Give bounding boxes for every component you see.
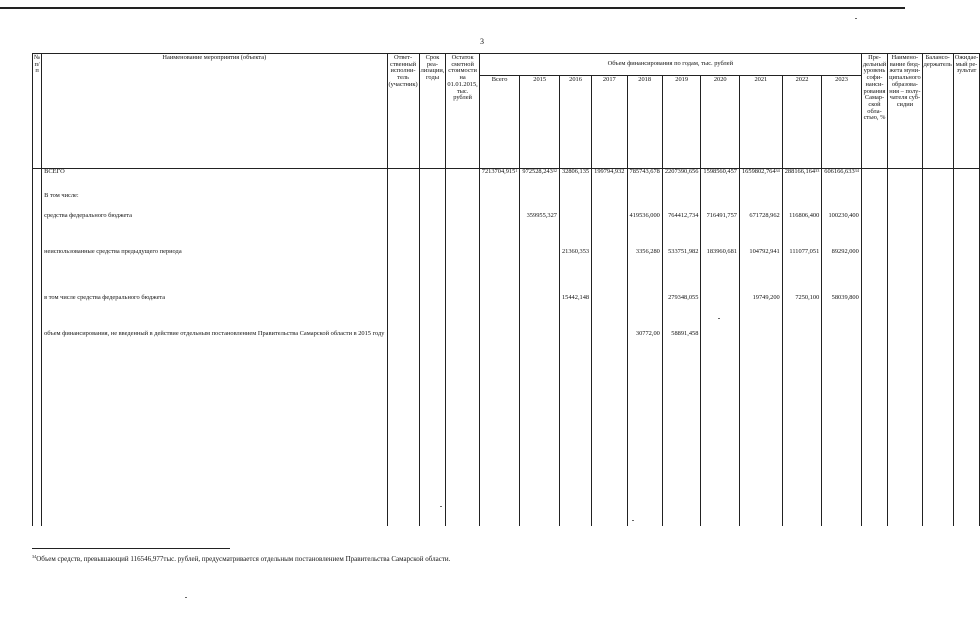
cell-year-value	[559, 169, 591, 193]
empty-cell	[387, 403, 419, 526]
cell-result	[953, 213, 980, 249]
cell-name: В том числе:	[42, 193, 387, 213]
header-total: Всего	[479, 76, 520, 169]
page-number: 3	[480, 37, 484, 46]
scan-speck	[718, 318, 720, 319]
cell-year-value	[701, 295, 740, 331]
cell-year-value	[520, 213, 560, 249]
header-budget-name: Наименование бюджета муниципального образования – получателя субсидии	[888, 54, 923, 169]
cell-year-value	[739, 295, 782, 331]
cell-holder	[922, 193, 953, 213]
cell-result	[953, 193, 980, 213]
cell-value: 2207390,656	[664, 168, 699, 175]
cell-value: 32806,135	[561, 168, 590, 175]
cell-value: 671728,962	[749, 211, 780, 219]
cell-year-value	[627, 331, 662, 403]
cell-year-value	[822, 169, 862, 193]
cell-term	[419, 249, 446, 295]
cell-name: средства федерального бюджета	[42, 213, 387, 249]
cell-value: 100230,400	[828, 211, 859, 219]
cell-term	[419, 169, 446, 193]
cell-year-value	[559, 213, 591, 249]
empty-cell	[520, 403, 560, 526]
cell-budget-name	[888, 249, 923, 295]
header-result: Ожидаемый результат	[953, 54, 980, 169]
cell-value: 716491,757	[706, 211, 737, 219]
cell-year-value	[592, 169, 627, 193]
cell-year-value	[822, 213, 862, 249]
empty-cell	[42, 403, 387, 526]
header-year: 2022	[782, 76, 822, 169]
cell-value: 606166,633	[824, 168, 855, 175]
cell-limit	[861, 249, 887, 295]
cell-year-value	[592, 193, 627, 213]
footnote-ref: 33	[815, 168, 820, 173]
header-year: 2017	[592, 76, 627, 169]
footnote	[32, 555, 450, 563]
cell-year-value	[782, 169, 822, 193]
cell-year-value	[662, 295, 701, 331]
top-border-line	[0, 7, 905, 9]
cell-name: ВСЕГО	[42, 169, 387, 193]
cell-year-value	[627, 193, 662, 213]
cell-year-value	[701, 331, 740, 403]
cell-value: 58891,458	[671, 329, 699, 337]
cell-holder	[922, 169, 953, 193]
cell-year-value	[739, 331, 782, 403]
cell-responsible	[387, 193, 419, 213]
cell-number	[33, 169, 42, 193]
scan-speck	[440, 506, 442, 507]
cell-year-value	[822, 331, 862, 403]
cell-year-value	[701, 193, 740, 213]
cell-name: объем финансирования, не введенный в действие отдельным постановлением Правительства Самарской области в 2015 году	[42, 331, 387, 403]
cell-year-value	[559, 249, 591, 295]
header-year: 2019	[662, 76, 701, 169]
cell-result	[953, 169, 980, 193]
empty-cell	[822, 403, 862, 526]
footnote-mark: 34	[32, 554, 37, 559]
empty-cell	[662, 403, 701, 526]
cell-result	[953, 331, 980, 403]
cell-year-value	[662, 331, 701, 403]
header-remainder: Остаток сметной стоимости на 01.01.2015, тыс. рублей	[446, 54, 479, 169]
cell-year-value	[592, 331, 627, 403]
cell-year-value	[520, 169, 560, 193]
cell-name: неиспользованные средства предыдущего периода	[42, 249, 387, 295]
header-name: Наименование мероприятия (объекта)	[42, 54, 387, 169]
header-year: 2021	[739, 76, 782, 169]
header-holder: Балансодержатель	[922, 54, 953, 169]
cell-term	[419, 213, 446, 249]
header-responsible: Ответственный исполнитель (участник)	[387, 54, 419, 169]
cell-year-value	[739, 193, 782, 213]
header-number: № п/п	[33, 54, 42, 169]
cell-year-value	[520, 331, 560, 403]
table-body	[33, 169, 980, 526]
cell-value: 3356,280	[635, 247, 660, 255]
cell-value: 15442,148	[561, 293, 590, 301]
cell-remainder	[446, 331, 479, 403]
cell-holder	[922, 213, 953, 249]
cell-limit	[861, 193, 887, 213]
cell-year-value	[782, 249, 822, 295]
cell-number	[33, 331, 42, 403]
cell-year-value	[701, 169, 740, 193]
cell-holder	[922, 249, 953, 295]
header-year: 2015	[520, 76, 560, 169]
cell-value: 1659802,764	[741, 168, 776, 175]
cell-result	[953, 249, 980, 295]
header-financing-group: Объем финансирования по годам, тыс. рублей	[479, 54, 861, 76]
cell-value: 419536,000	[629, 211, 660, 219]
cell-value: 21360,353	[561, 247, 590, 255]
cell-holder	[922, 295, 953, 331]
cell-year-value	[520, 249, 560, 295]
cell-year-value	[592, 213, 627, 249]
cell-remainder	[446, 213, 479, 249]
empty-cell	[922, 403, 953, 526]
table-row	[33, 249, 980, 295]
cell-remainder	[446, 193, 479, 213]
cell-year-value	[782, 193, 822, 213]
cell-value: 7213704,915	[481, 168, 516, 175]
footnote-separator	[32, 548, 230, 549]
empty-cell	[592, 403, 627, 526]
header-year: 2018	[627, 76, 662, 169]
footnote-ref: 32	[552, 168, 557, 173]
cell-number	[33, 213, 42, 249]
table-row	[33, 331, 980, 403]
cell-year-value	[592, 295, 627, 331]
cell-value: 7250,100	[795, 293, 820, 301]
empty-cell	[446, 403, 479, 526]
empty-cell	[559, 403, 591, 526]
cell-year-value	[662, 249, 701, 295]
cell-number	[33, 193, 42, 213]
header-year: 2023	[822, 76, 862, 169]
cell-year-value	[739, 169, 782, 193]
financing-table	[32, 53, 980, 526]
cell-remainder	[446, 169, 479, 193]
empty-cell	[701, 403, 740, 526]
cell-year-value	[559, 331, 591, 403]
cell-value: 19749,200	[752, 293, 780, 301]
scan-speck	[855, 18, 857, 19]
cell-value: 30772,00	[635, 329, 660, 337]
empty-cell	[953, 403, 980, 526]
cell-budget-name	[888, 193, 923, 213]
table-row	[33, 193, 980, 213]
cell-year-value	[627, 295, 662, 331]
cell-total	[479, 169, 520, 193]
cell-limit	[861, 169, 887, 193]
cell-value: 1598560,457	[703, 168, 737, 175]
cell-year-value	[662, 169, 701, 193]
cell-year-value	[701, 249, 740, 295]
cell-responsible	[387, 213, 419, 249]
cell-year-value	[782, 331, 822, 403]
scan-speck	[632, 520, 634, 521]
cell-value: 58039,800	[831, 293, 859, 301]
empty-cell	[33, 403, 42, 526]
cell-year-value	[592, 249, 627, 295]
cell-holder	[922, 331, 953, 403]
empty-cell	[479, 403, 520, 526]
cell-budget-name	[888, 331, 923, 403]
cell-year-value	[822, 295, 862, 331]
cell-year-value	[520, 193, 560, 213]
cell-total	[479, 249, 520, 295]
cell-value: 288166,164	[784, 168, 816, 175]
cell-value: 89292,000	[831, 247, 859, 255]
cell-year-value	[662, 213, 701, 249]
cell-responsible	[387, 295, 419, 331]
cell-budget-name	[888, 213, 923, 249]
cell-year-value	[559, 193, 591, 213]
cell-remainder	[446, 295, 479, 331]
cell-term	[419, 193, 446, 213]
cell-term	[419, 295, 446, 331]
cell-value: 972528,243	[522, 168, 553, 175]
header-term: Срок реализации, годы	[419, 54, 446, 169]
header-year: 2016	[559, 76, 591, 169]
header-limit: Предельный уровень софинансирования Самарской областью, %	[861, 54, 887, 169]
cell-year-value	[662, 193, 701, 213]
cell-year-value	[782, 213, 822, 249]
cell-year-value	[627, 213, 662, 249]
cell-number	[33, 249, 42, 295]
cell-value: 533751,982	[668, 247, 699, 255]
table-row	[33, 213, 980, 249]
cell-responsible	[387, 169, 419, 193]
cell-total	[479, 213, 520, 249]
table-row	[33, 295, 980, 331]
cell-responsible	[387, 331, 419, 403]
empty-cell	[419, 403, 446, 526]
cell-year-value	[739, 249, 782, 295]
cell-responsible	[387, 249, 419, 295]
cell-value: 764412,734	[668, 211, 699, 219]
cell-value: 359955,327	[526, 211, 557, 219]
footnote-text: Объем средств, превышающий 116546,977тыс. рублей, предусматривается отдельным постановлением Правительства Самарской области.	[36, 555, 451, 563]
cell-number	[33, 295, 42, 331]
footnote-ref: 34	[854, 168, 859, 173]
empty-cell	[782, 403, 822, 526]
cell-name: в том числе средства федерального бюджета	[42, 295, 387, 331]
cell-value: 183960,681	[706, 247, 737, 255]
cell-year-value	[822, 193, 862, 213]
cell-budget-name	[888, 295, 923, 331]
cell-year-value	[701, 213, 740, 249]
empty-cell	[888, 403, 923, 526]
cell-remainder	[446, 249, 479, 295]
cell-year-value	[782, 295, 822, 331]
empty-cell	[739, 403, 782, 526]
table-row	[33, 169, 980, 193]
scan-speck	[185, 597, 187, 598]
cell-value: 785743,678	[629, 168, 660, 175]
cell-year-value	[627, 249, 662, 295]
table-filler-row	[33, 403, 980, 526]
cell-limit	[861, 331, 887, 403]
cell-value: 111077,051	[789, 247, 820, 255]
cell-year-value	[520, 295, 560, 331]
cell-total	[479, 331, 520, 403]
cell-total	[479, 193, 520, 213]
cell-total	[479, 295, 520, 331]
cell-term	[419, 331, 446, 403]
empty-cell	[627, 403, 662, 526]
cell-value: 104792,941	[749, 247, 780, 255]
cell-year-value	[559, 295, 591, 331]
cell-budget-name	[888, 169, 923, 193]
cell-year-value	[739, 213, 782, 249]
empty-cell	[861, 403, 887, 526]
footnote-ref: 1	[515, 168, 518, 173]
cell-value: 279348,055	[668, 293, 699, 301]
cell-limit	[861, 295, 887, 331]
cell-year-value	[627, 169, 662, 193]
cell-value: 116806,400	[789, 211, 820, 219]
footnote-ref: 34	[775, 168, 780, 173]
cell-limit	[861, 213, 887, 249]
cell-result	[953, 295, 980, 331]
cell-year-value	[822, 249, 862, 295]
cell-value: 199794,932	[594, 168, 625, 175]
header-year: 2020	[701, 76, 740, 169]
